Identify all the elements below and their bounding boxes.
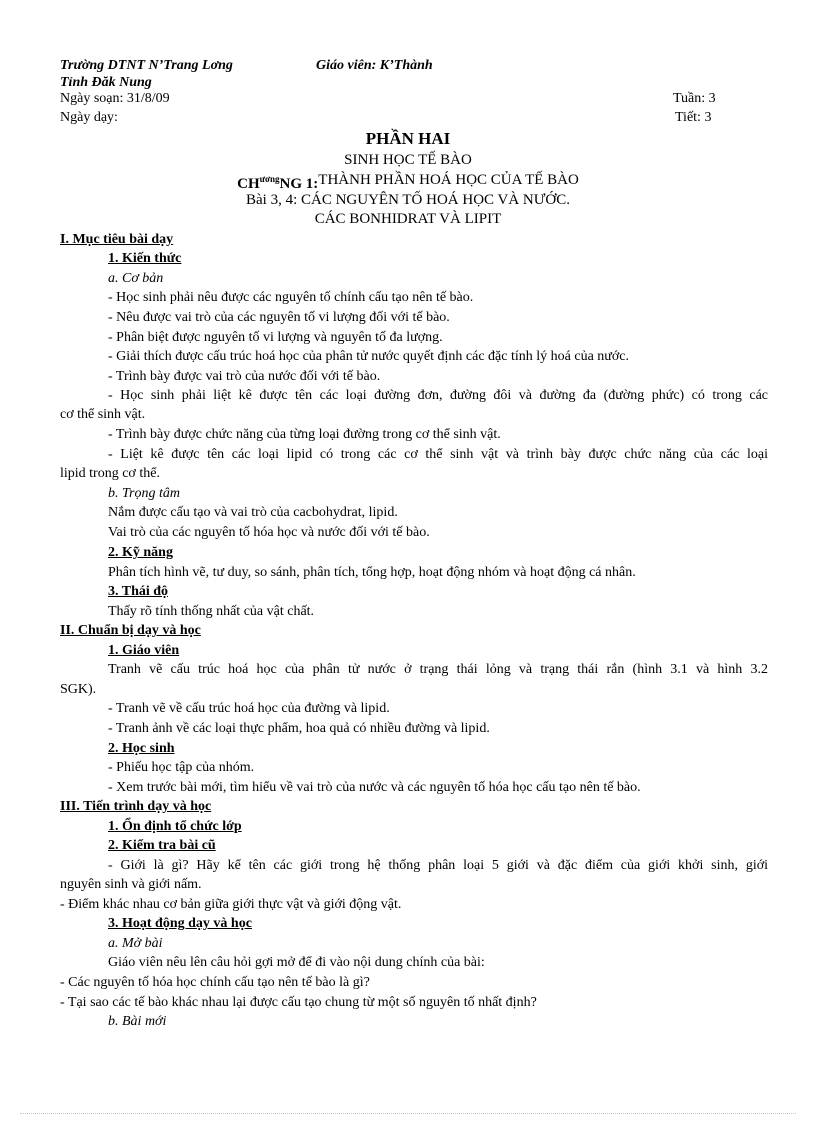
week-number: Tuần: 3 — [673, 91, 716, 106]
subject-title: SINH HỌC TẾ BÀO — [344, 152, 472, 168]
attitude-heading: 3. Thái độ — [108, 584, 169, 599]
teach-date: Ngày dạy: — [60, 110, 118, 125]
part-title: PHẦN HAI — [365, 129, 451, 148]
review-heading: 2. Kiểm tra bài cũ — [108, 838, 216, 853]
basic-item-6-line1: - Học sinh phải liệt kê được tên các loại đường đơn, đường đôi và đường đa (đường phức) có trong các — [108, 388, 768, 403]
section-1-heading: I. Mục tiêu bài dạy — [60, 232, 174, 247]
basic-item: - Phân biệt được nguyên tố vi lượng và nguyên tố đa lượng. — [108, 330, 443, 345]
school-name: Trường DTNT N’Trang Lơng — [60, 58, 233, 73]
basic-item: - Nêu được vai trò của các nguyên tố vi lượng đối với tế bào. — [108, 310, 450, 325]
basic-item: - Trình bày được vai trò của nước đối với tế bào. — [108, 369, 381, 384]
section-2-heading: II. Chuẩn bị dạy và học — [60, 623, 201, 638]
teacher-name: Giáo viên: K’Thành — [316, 58, 433, 73]
new-lesson-label: b. Bài mới — [108, 1014, 167, 1029]
intro-question: - Các nguyên tố hóa học chính cấu tạo nên tế bào là gì? — [60, 975, 370, 990]
student-prep-item: - Xem trước bài mới, tìm hiểu về vai trò của nước và các nguyên tố hóa học cấu tạo nên tế bào. — [108, 780, 641, 795]
prep-date: Ngày soạn: 31/8/09 — [60, 91, 170, 106]
lesson-title-line2: CÁC BONHIDRAT VÀ LIPIT — [314, 211, 502, 227]
knowledge-heading: 1. Kiến thức — [108, 251, 182, 266]
section-3-heading: III. Tiến trình dạy và học — [60, 799, 212, 814]
student-prep-item: - Phiếu học tập của nhóm. — [108, 760, 255, 775]
focus-label: b. Trọng tâm — [108, 486, 180, 501]
lesson-title-line1: Bài 3, 4: CÁC NGUYÊN TỐ HOÁ HỌC VÀ NƯỚC. — [245, 192, 570, 208]
skills-heading: 2. Kỹ năng — [108, 545, 173, 560]
review-question-2: - Điểm khác nhau cơ bản giữa giới thực vật và giới động vật. — [60, 897, 402, 912]
teacher-prep-heading: 1. Giáo viên — [108, 643, 180, 658]
activities-heading: 3. Hoạt động dạy và học — [108, 916, 252, 931]
teacher-prep-para-line1: Tranh vẽ cấu trúc hoá học của phân tử nước ở trạng thái lỏng và trạng thái rắn (hình 3.1 và hình 3.2 — [108, 662, 768, 677]
basic-item-8-line2: lipid trong cơ thể. — [60, 466, 160, 481]
basic-item: - Giải thích được cấu trúc hoá học của phân tử nước quyết định các đặc tính lý hoá của nước. — [108, 349, 629, 364]
page-footer-divider — [20, 1113, 796, 1114]
basic-label: a. Cơ bản — [108, 271, 164, 286]
attitude-text: Thấy rõ tính thống nhất của vật chất. — [108, 604, 315, 619]
focus-item: Vai trò của các nguyên tố hóa học và nước đối với tế bào. — [108, 525, 430, 540]
teacher-prep-item: - Tranh ảnh về các loại thực phẩm, hoa quả có nhiều đường và lipid. — [108, 721, 490, 736]
review-question-1-line2: nguyên sinh và giới nấm. — [60, 877, 202, 892]
basic-item: - Học sinh phải nêu được các nguyên tố chính cấu tạo nên tế bào. — [108, 290, 474, 305]
chapter-prefix: $CH^{ương}NG$ 1: — [237, 174, 319, 192]
teacher-prep-para-line2: SGK). — [60, 682, 97, 697]
intro-question: - Tại sao các tế bào khác nhau lại được cấu tạo chung từ một số nguyên tố nhất định? — [60, 995, 537, 1010]
intro-label: a. Mở bài — [108, 936, 163, 951]
basic-item: - Trình bày được chức năng của từng loại đường trong cơ thể sinh vật. — [108, 427, 501, 442]
teacher-prep-item: - Tranh vẽ về cấu trúc hoá học của đường và lipid. — [108, 701, 390, 716]
basic-item-8-line1: - Liệt kê được tên các loại lipid có trong các cơ thể sinh vật và trình bày được chức năng của các loại — [108, 447, 768, 462]
skills-text: Phân tích hình vẽ, tư duy, so sánh, phân tích, tổng hợp, hoạt động nhóm và hoạt động cá nhân. — [108, 565, 636, 580]
intro-text: Giáo viên nêu lên câu hỏi gợi mở để đi vào nội dung chính của bài: — [108, 955, 485, 970]
basic-item-6-line2: cơ thể sinh vật. — [60, 407, 146, 422]
chapter-title — [0, 170, 816, 193]
stabilize-heading: 1. Ổn định tổ chức lớp — [108, 819, 242, 834]
period-number: Tiết: 3 — [675, 110, 712, 125]
review-question-1-line1: - Giới là gì? Hãy kể tên các giới trong hệ thống phân loại 5 giới và đặc điểm của giới khởi sinh, giới — [108, 858, 768, 873]
student-prep-heading: 2. Học sinh — [108, 741, 175, 756]
focus-item: Nắm được cấu tạo và vai trò của cacbohydrat, lipid. — [108, 505, 398, 520]
chapter-name: THÀNH PHẦN HOÁ HỌC CỦA TẾ BÀO — [318, 172, 579, 188]
province-name: Tỉnh Đăk Nung — [60, 75, 152, 90]
